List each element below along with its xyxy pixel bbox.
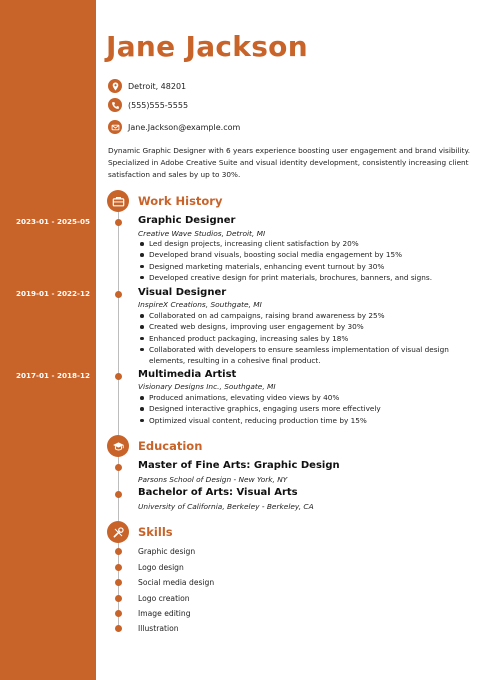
job-bullet: Designed interactive graphics, engaging users more effectively xyxy=(138,403,472,414)
job-bullet: Enhanced product packaging, increasing sales by 18% xyxy=(138,333,472,344)
job-company: Creative Wave Studios, Detroit, MI xyxy=(138,229,266,238)
education-degree: Bachelor of Arts: Visual Arts xyxy=(138,487,298,498)
job-bullets xyxy=(138,238,472,283)
address-text: Detroit, 48201 xyxy=(128,81,187,91)
contact-phone xyxy=(108,98,188,112)
job-dates: 2023-01 - 2025-05 xyxy=(16,217,90,226)
job-bullet: Collaborated on ad campaigns, raising brand awareness by 25% xyxy=(138,310,472,321)
timeline-dot xyxy=(115,491,122,498)
timeline-dot xyxy=(115,373,122,380)
education-school: Parsons School of Design - New York, NY xyxy=(138,475,288,484)
map-pin-icon xyxy=(108,79,122,93)
job-dates: 2017-01 - 2018-12 xyxy=(16,371,90,380)
job-dates: 2019-01 - 2022-12 xyxy=(16,289,90,298)
job-company: Visionary Designs Inc., Southgate, MI xyxy=(138,382,276,391)
job-title: Visual Designer xyxy=(138,287,227,298)
education-heading: Education xyxy=(138,439,203,453)
job-title: Graphic Designer xyxy=(138,215,236,226)
applicant-name: Jane Jackson xyxy=(106,30,308,63)
contact-address xyxy=(108,79,186,93)
envelope-icon xyxy=(108,120,122,134)
job-company: InspireX Creations, Southgate, MI xyxy=(138,300,262,309)
timeline-dot xyxy=(115,579,122,586)
job-bullet: Produced animations, elevating video views by 40% xyxy=(138,392,472,403)
skills-heading: Skills xyxy=(138,525,173,539)
contact-email xyxy=(108,120,240,134)
job-bullet: Developed brand visuals, boosting social media engagement by 15% xyxy=(138,249,472,260)
skill-item: Logo design xyxy=(138,563,184,572)
tools-icon xyxy=(107,521,129,543)
timeline-dot xyxy=(115,219,122,226)
job-bullet: Led design projects, increasing client satisfaction by 20% xyxy=(138,238,472,249)
job-bullet: Collaborated with developers to ensure seamless implementation of visual design elements, resulting in a cohesive final product. xyxy=(138,344,472,367)
education-school: University of California, Berkeley - Berkeley, CA xyxy=(138,502,314,511)
skill-item: Logo creation xyxy=(138,594,190,603)
email-link[interactable]: Jane.Jackson@example.com xyxy=(128,122,241,132)
job-bullet: Designed marketing materials, enhancing event turnout by 30% xyxy=(138,261,472,272)
professional-summary: Dynamic Graphic Designer with 6 years experience boosting user engagement and brand visibility. Specialized in Adobe Creative Suite and visual identity development, consistently increasing client satisfaction and sales by up to 30%. xyxy=(108,146,471,179)
skill-item: Illustration xyxy=(138,624,179,633)
job-bullets xyxy=(138,392,472,426)
briefcase-icon xyxy=(107,190,129,212)
timeline-dot xyxy=(115,464,122,471)
education-degree: Master of Fine Arts: Graphic Design xyxy=(138,460,340,471)
job-bullets xyxy=(138,310,472,366)
skill-item: Social media design xyxy=(138,578,215,587)
job-bullet: Optimized visual content, reducing production time by 15% xyxy=(138,415,472,426)
job-title: Multimedia Artist xyxy=(138,369,237,380)
phone-icon xyxy=(108,98,122,112)
job-bullet: Developed creative design for print materials, brochures, banners, and signs. xyxy=(138,272,472,283)
graduation-cap-icon xyxy=(107,435,129,457)
timeline-dot xyxy=(115,610,122,617)
job-bullet: Created web designs, improving user engagement by 30% xyxy=(138,321,472,332)
skill-item: Image editing xyxy=(138,609,191,618)
work-history-heading: Work History xyxy=(138,194,223,208)
sidebar xyxy=(0,0,96,680)
timeline-dot xyxy=(115,625,122,632)
timeline-dot xyxy=(115,548,122,555)
timeline-dot xyxy=(115,595,122,602)
skill-item: Graphic design xyxy=(138,547,196,556)
timeline-dot xyxy=(115,291,122,298)
timeline-dot xyxy=(115,564,122,571)
phone-text: (555)555-5555 xyxy=(128,100,189,110)
